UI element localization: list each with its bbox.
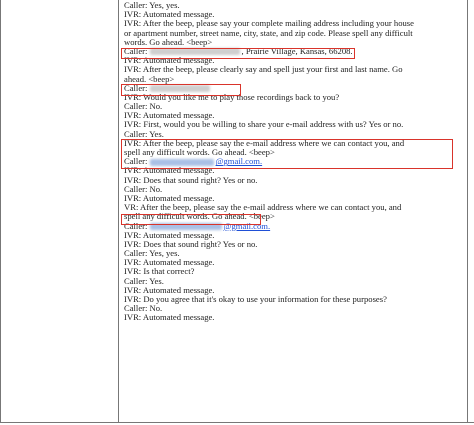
transcript-line: VR: After the beep, please say the e-mail address where we can contact you, and	[124, 202, 402, 213]
transcript-line: IVR: After the beep, please clearly say and spell just your first and last name. Go	[124, 64, 403, 75]
table-border-left	[0, 0, 1, 423]
transcript-lines	[124, 1, 464, 323]
transcript-line: IVR: Automated message.	[124, 229, 215, 240]
transcript-line: IVR: Automated message.	[124, 9, 215, 20]
transcript-line: ahead. <beep>	[124, 73, 175, 84]
speaker-label: Caller:	[124, 220, 148, 231]
redacted-caller-name	[150, 85, 210, 92]
transcript-line: IVR: Automated message.	[124, 257, 215, 268]
email-domain: @gmail.com.	[223, 220, 271, 231]
address-city-state-zip: , Prairie Village, Kansas, 66208.	[241, 45, 353, 56]
transcript-line: IVR: Automated message.	[124, 284, 215, 295]
table-border-middle	[118, 0, 119, 423]
transcript-line: IVR: Would you like me to play those recordings back to you?	[124, 91, 340, 102]
transcript-line: IVR: Is that correct?	[124, 266, 195, 277]
transcript-line: IVR: First, would you be willing to share your e-mail address with us? Yes or no.	[124, 119, 404, 130]
redacted-email-user	[150, 223, 222, 230]
email-link[interactable]	[150, 156, 263, 166]
table-border-bottom	[0, 422, 474, 423]
transcript-line: Caller: Yes.	[124, 128, 164, 139]
speaker-label: Caller:	[124, 82, 148, 93]
table-border-right	[467, 0, 468, 423]
transcript-line: IVR: Automated message.	[124, 165, 215, 176]
speaker-label: Caller:	[124, 156, 148, 167]
transcript-line: IVR: Automated message.	[124, 55, 215, 66]
transcript-line: Caller: Yes, yes.	[124, 0, 180, 10]
transcript-line: IVR: Automated message.	[124, 110, 215, 121]
email-domain: @gmail.com.	[215, 156, 263, 167]
transcript-line: IVR: Does that sound right? Yes or no.	[124, 238, 258, 249]
transcript-line: Caller: No.	[124, 303, 163, 314]
transcript-line: IVR: After the beep, please say the e-mail address where we can contact you, and	[124, 137, 405, 148]
transcript-line: IVR: Automated message.	[124, 312, 215, 323]
transcript-line: spell any difficult words. Go ahead. <beep>	[124, 211, 275, 222]
transcript-line: IVR: Do you agree that it's okay to use your information for these purposes?	[124, 294, 387, 304]
transcript-line: IVR: After the beep, please say your complete mailing address including your house	[124, 18, 414, 29]
transcript-line: Caller: No.	[124, 183, 163, 194]
transcript-line: or apartment number, street name, city, state, and zip code. Please spell any difficult	[124, 27, 413, 38]
redacted-email-user	[150, 159, 214, 166]
transcript-line: Caller: Yes, yes.	[124, 248, 180, 259]
redacted-street-address	[150, 48, 240, 55]
caller-email-line-2	[124, 222, 464, 231]
transcript-line: IVR: Does that sound right? Yes or no.	[124, 174, 258, 185]
transcript-line: Caller: Yes.	[124, 275, 164, 286]
email-link[interactable]	[150, 221, 271, 231]
caller-email-line	[124, 157, 464, 166]
transcript-line: IVR: Automated message.	[124, 192, 215, 203]
transcript-line: words. Go ahead. <beep>	[124, 36, 213, 47]
speaker-label: Caller:	[124, 45, 148, 56]
transcript-line: spell any difficult words. Go ahead. <beep>	[124, 147, 275, 157]
transcript-line: Caller: No.	[124, 101, 163, 112]
caller-address-line	[124, 47, 464, 56]
